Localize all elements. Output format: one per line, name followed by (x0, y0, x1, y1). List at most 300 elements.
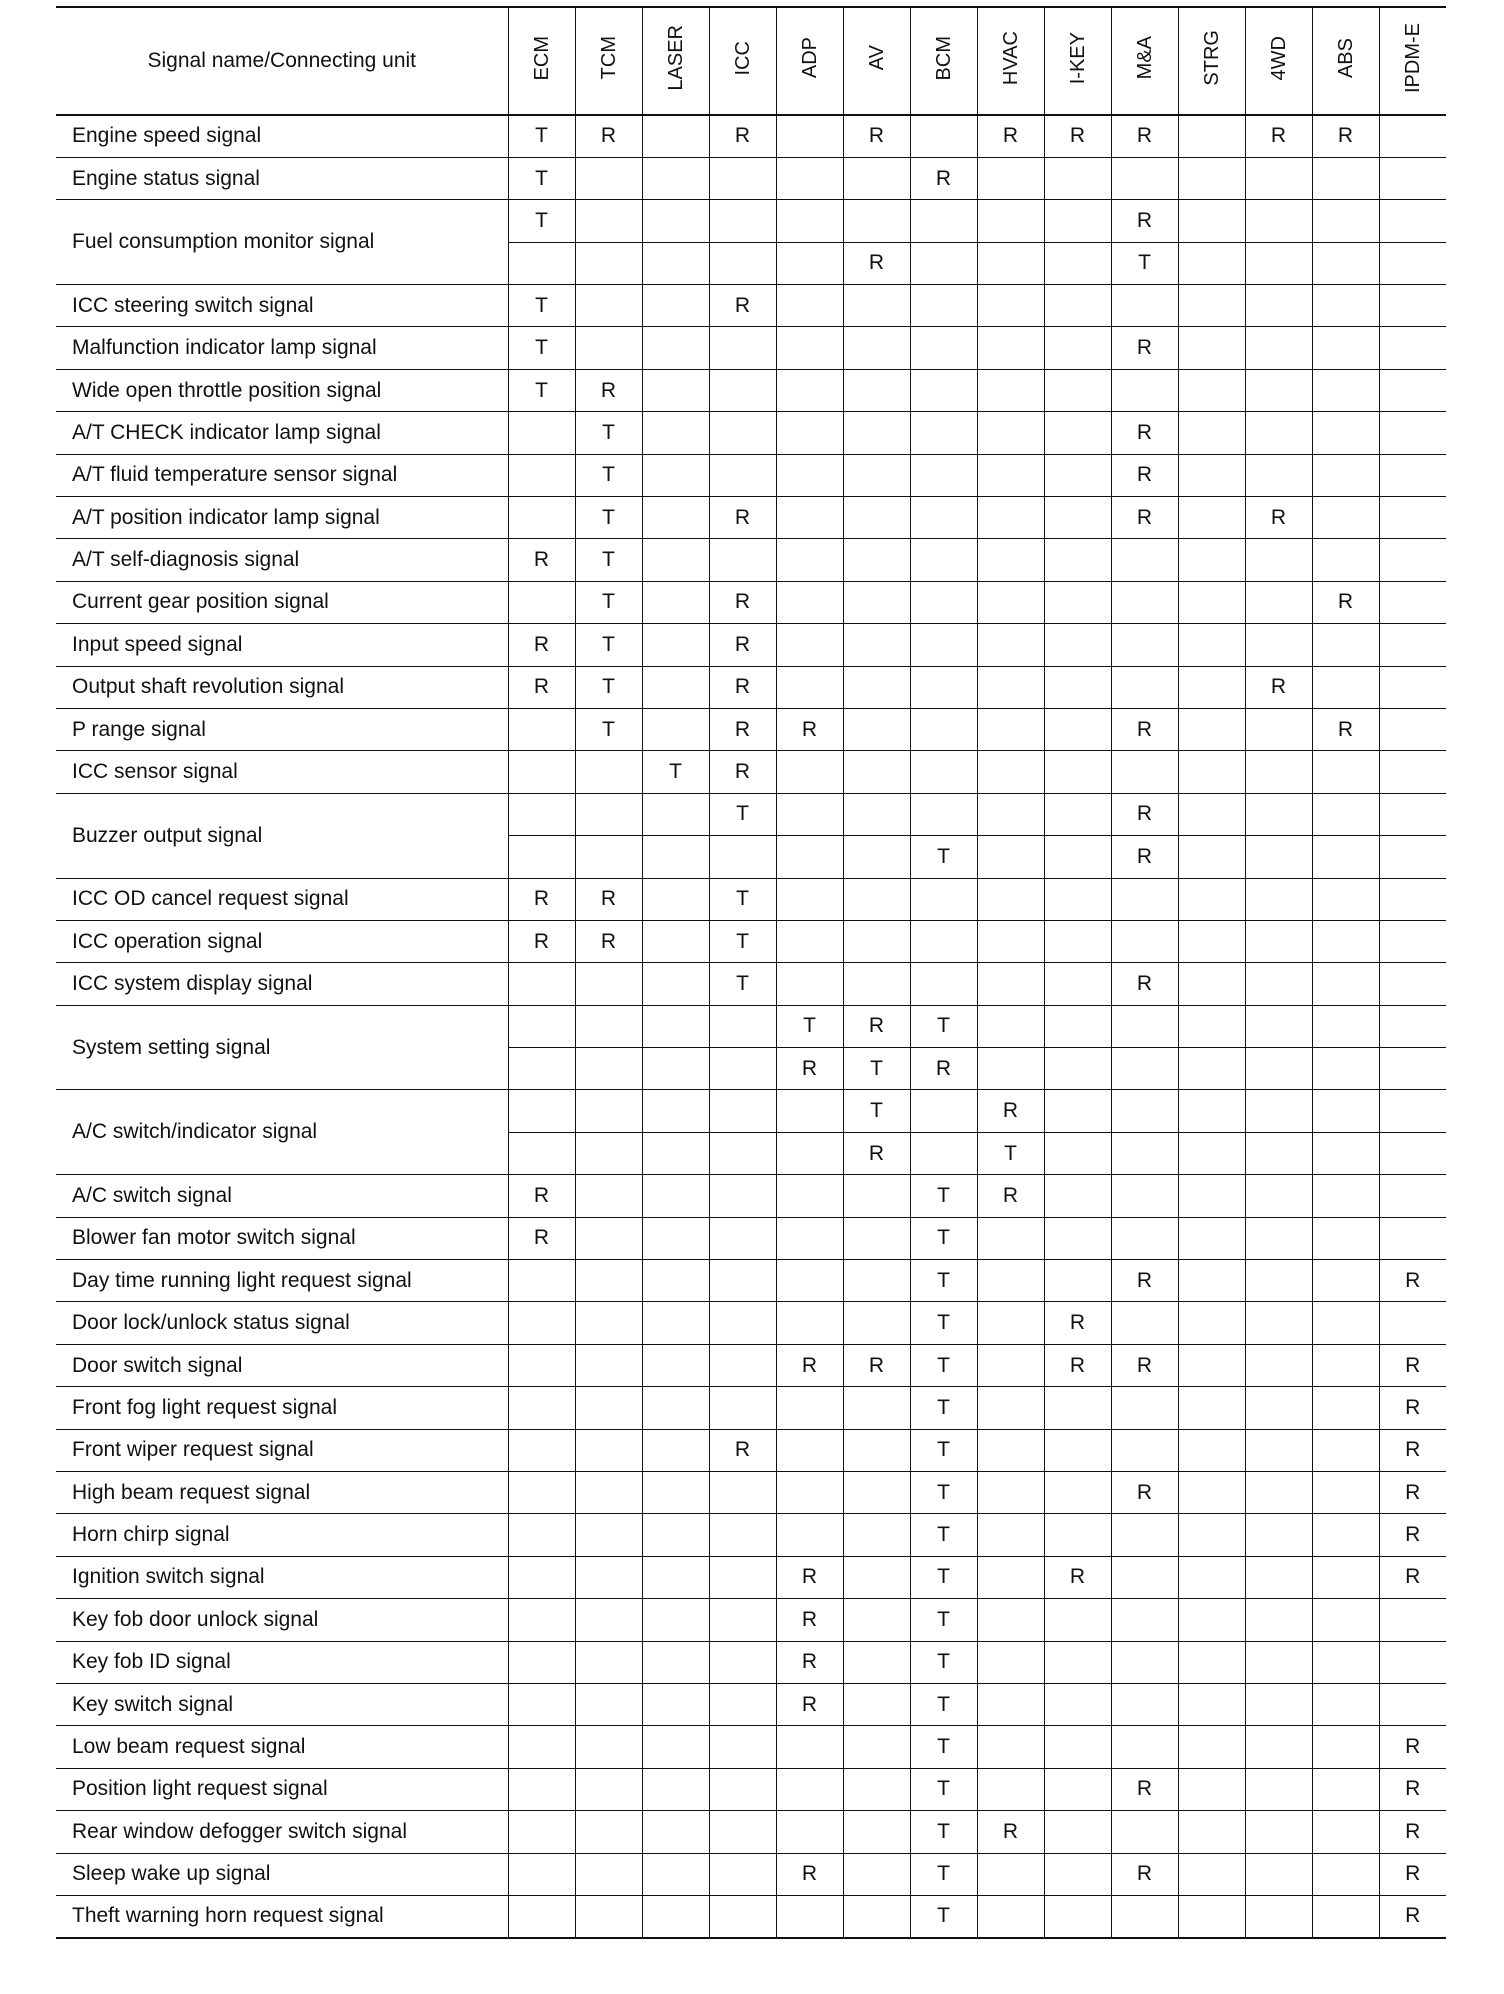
signal-cell (709, 454, 776, 496)
signal-cell (1178, 1090, 1245, 1132)
signal-cell (776, 369, 843, 411)
table-row (56, 1811, 1446, 1853)
signal-cell (776, 581, 843, 623)
signal-cell (1245, 878, 1312, 920)
signal-cell (642, 1514, 709, 1556)
table-row (56, 1599, 1446, 1641)
signal-cell: R (1379, 1472, 1446, 1514)
signal-cell (1245, 1683, 1312, 1725)
signal-cell (709, 1726, 776, 1768)
signal-cell (575, 1683, 642, 1725)
signal-cell (1379, 1217, 1446, 1259)
signal-cell (776, 327, 843, 369)
signal-cell (1245, 1175, 1312, 1217)
signal-cell (776, 1175, 843, 1217)
signal-cell (776, 1260, 843, 1302)
signal-cell (642, 920, 709, 962)
signal-cell (843, 666, 910, 708)
signal-cell (575, 793, 642, 835)
header-unit-laser (642, 7, 709, 115)
table-row (56, 1429, 1446, 1471)
signal-cell (1044, 878, 1111, 920)
signal-cell (1111, 581, 1178, 623)
signal-cell (910, 878, 977, 920)
signal-cell (642, 369, 709, 411)
signal-cell (1245, 242, 1312, 284)
signal-cell: R (1312, 708, 1379, 750)
signal-name: ICC operation signal (56, 920, 508, 962)
signal-cell: R (1044, 1302, 1111, 1344)
signal-cell (1044, 1683, 1111, 1725)
signal-name: Current gear position signal (56, 581, 508, 623)
signal-cell (642, 1302, 709, 1344)
signal-cell (843, 285, 910, 327)
signal-cell (1312, 1853, 1379, 1895)
signal-cell (508, 1683, 575, 1725)
signal-cell (709, 1641, 776, 1683)
signal-name: Door lock/unlock status signal (56, 1302, 508, 1344)
signal-cell (642, 1429, 709, 1471)
table-row (56, 708, 1446, 750)
table-row (56, 412, 1446, 454)
signal-cell (1111, 1005, 1178, 1047)
signal-cell (910, 115, 977, 157)
signal-cell (1245, 1853, 1312, 1895)
signal-cell (642, 1726, 709, 1768)
signal-cell (843, 1853, 910, 1895)
signal-cell (642, 878, 709, 920)
signal-cell (642, 1260, 709, 1302)
signal-cell (977, 666, 1044, 708)
signal-cell: T (575, 497, 642, 539)
signal-cell (1245, 1005, 1312, 1047)
signal-cell (1312, 1005, 1379, 1047)
signal-cell (1111, 1641, 1178, 1683)
signal-cell (1044, 200, 1111, 242)
signal-cell (709, 369, 776, 411)
signal-cell (575, 963, 642, 1005)
signal-cell (1178, 327, 1245, 369)
signal-cell (1044, 327, 1111, 369)
signal-cell (1111, 1811, 1178, 1853)
signal-name: P range signal (56, 708, 508, 750)
signal-cell (1111, 1217, 1178, 1259)
signal-cell: R (776, 708, 843, 750)
signal-cell: R (843, 1005, 910, 1047)
signal-cell (709, 1302, 776, 1344)
signal-cell (1245, 581, 1312, 623)
signal-cell: T (508, 369, 575, 411)
signal-name: Front fog light request signal (56, 1387, 508, 1429)
table-row (56, 497, 1446, 539)
signal-cell (642, 454, 709, 496)
signal-cell: T (508, 327, 575, 369)
signal-cell (1245, 1387, 1312, 1429)
signal-cell (575, 1429, 642, 1471)
signal-cell (977, 327, 1044, 369)
signal-cell (575, 1344, 642, 1386)
signal-cell (843, 539, 910, 581)
signal-cell: R (1111, 708, 1178, 750)
signal-cell (575, 200, 642, 242)
signal-cell (1312, 412, 1379, 454)
signal-name: Output shaft revolution signal (56, 666, 508, 708)
signal-cell (1312, 1599, 1379, 1641)
table-row (56, 920, 1446, 962)
signal-cell (642, 157, 709, 199)
signal-cell (776, 454, 843, 496)
signal-cell (843, 751, 910, 793)
signal-cell (642, 1344, 709, 1386)
signal-cell: R (776, 1683, 843, 1725)
signal-cell (1178, 115, 1245, 157)
signal-cell (1312, 920, 1379, 962)
signal-cell (1044, 369, 1111, 411)
signal-cell: R (709, 708, 776, 750)
signal-cell (776, 1472, 843, 1514)
table-row (56, 1514, 1446, 1556)
signal-cell (709, 200, 776, 242)
table-row (56, 454, 1446, 496)
signal-cell (1245, 751, 1312, 793)
signal-cell (910, 666, 977, 708)
signal-cell: R (508, 1175, 575, 1217)
signal-cell (1044, 412, 1111, 454)
signal-cell (709, 1387, 776, 1429)
table-row (56, 200, 1446, 242)
signal-cell (910, 285, 977, 327)
signal-cell: T (575, 539, 642, 581)
signal-cell (1111, 1429, 1178, 1471)
signal-cell (709, 327, 776, 369)
signal-cell (508, 242, 575, 284)
signal-cell (642, 1005, 709, 1047)
table-row (56, 1768, 1446, 1810)
signal-cell (1312, 1641, 1379, 1683)
signal-cell: R (1111, 327, 1178, 369)
signal-cell: T (575, 666, 642, 708)
signal-cell (709, 1599, 776, 1641)
signal-cell (508, 1895, 575, 1937)
signal-cell: R (1111, 836, 1178, 878)
signal-cell (843, 497, 910, 539)
signal-cell (1379, 412, 1446, 454)
signal-cell (1178, 285, 1245, 327)
signal-cell (1312, 1514, 1379, 1556)
signal-cell (508, 1260, 575, 1302)
signal-cell (1379, 1175, 1446, 1217)
signal-cell (1379, 1683, 1446, 1725)
signal-cell (776, 497, 843, 539)
signal-cell (575, 1302, 642, 1344)
signal-cell: R (575, 878, 642, 920)
signal-cell (1312, 1302, 1379, 1344)
signal-cell (709, 242, 776, 284)
signal-cell (1044, 1132, 1111, 1174)
signal-name: Door switch signal (56, 1344, 508, 1386)
signal-cell (977, 285, 1044, 327)
signal-cell: T (508, 157, 575, 199)
signal-cell (776, 1811, 843, 1853)
signal-cell (1178, 1302, 1245, 1344)
signal-cell (1379, 242, 1446, 284)
signal-name: A/C switch signal (56, 1175, 508, 1217)
signal-name: Rear window defogger switch signal (56, 1811, 508, 1853)
signal-cell: R (575, 115, 642, 157)
signal-cell (1178, 793, 1245, 835)
signal-cell (1044, 1599, 1111, 1641)
signal-cell: R (1111, 1853, 1178, 1895)
signal-cell (977, 1005, 1044, 1047)
signal-cell (1245, 708, 1312, 750)
unit-label: AV (865, 45, 888, 71)
signal-cell: T (575, 454, 642, 496)
signal-cell: R (1245, 497, 1312, 539)
signal-cell (1245, 1472, 1312, 1514)
header-unit-adp (776, 7, 843, 115)
signal-name: Blower fan motor switch signal (56, 1217, 508, 1259)
signal-cell (1312, 1090, 1379, 1132)
signal-cell (709, 1853, 776, 1895)
signal-cell (1312, 1429, 1379, 1471)
signal-cell (1245, 1344, 1312, 1386)
signal-cell (843, 1217, 910, 1259)
signal-cell (1178, 963, 1245, 1005)
signal-cell (843, 1641, 910, 1683)
table-row (56, 1472, 1446, 1514)
signal-cell (1111, 1387, 1178, 1429)
signal-cell (1111, 1175, 1178, 1217)
signal-cell (1245, 1090, 1312, 1132)
signal-cell (843, 1472, 910, 1514)
signal-cell (1178, 1683, 1245, 1725)
signal-cell (910, 751, 977, 793)
signal-cell (1312, 751, 1379, 793)
signal-cell (977, 920, 1044, 962)
signal-cell (1312, 454, 1379, 496)
signal-cell (843, 1768, 910, 1810)
signal-cell: R (977, 1090, 1044, 1132)
signal-cell (642, 1175, 709, 1217)
signal-cell: T (910, 1429, 977, 1471)
signal-cell: R (1111, 412, 1178, 454)
signal-cell (508, 793, 575, 835)
signal-cell (1178, 666, 1245, 708)
signal-cell (843, 1811, 910, 1853)
signal-cell (910, 369, 977, 411)
signal-cell (1178, 200, 1245, 242)
signal-cell (709, 1683, 776, 1725)
signal-name: Front wiper request signal (56, 1429, 508, 1471)
signal-cell: R (1044, 1556, 1111, 1598)
signal-cell (1111, 539, 1178, 581)
signal-cell (977, 1641, 1044, 1683)
signal-name: Ignition switch signal (56, 1556, 508, 1598)
signal-cell: T (910, 1260, 977, 1302)
signal-cell (575, 1260, 642, 1302)
signal-cell (709, 1811, 776, 1853)
table-row (56, 751, 1446, 793)
signal-cell (1178, 1768, 1245, 1810)
signal-cell (709, 1048, 776, 1090)
signal-cell (508, 1768, 575, 1810)
signal-cell (508, 708, 575, 750)
signal-cell (709, 1344, 776, 1386)
signal-cell (508, 1387, 575, 1429)
signal-cell (1245, 1429, 1312, 1471)
unit-label: HVAC (999, 30, 1022, 86)
signal-cell: R (1111, 200, 1178, 242)
signal-cell (508, 751, 575, 793)
signal-name: Theft warning horn request signal (56, 1895, 508, 1937)
signal-cell (642, 1895, 709, 1937)
signal-cell (1379, 454, 1446, 496)
signal-cell (1044, 1005, 1111, 1047)
signal-cell (508, 1556, 575, 1598)
signal-cell (575, 157, 642, 199)
signal-cell (1312, 285, 1379, 327)
signal-cell (1044, 1641, 1111, 1683)
signal-cell: T (910, 1217, 977, 1259)
signal-cell (1245, 539, 1312, 581)
signal-cell (843, 836, 910, 878)
signal-cell (575, 1853, 642, 1895)
signal-cell (1044, 751, 1111, 793)
signal-cell: T (910, 1895, 977, 1937)
signal-cell (977, 1048, 1044, 1090)
signal-cell (977, 1726, 1044, 1768)
signal-cell: T (709, 878, 776, 920)
signal-name: System setting signal (56, 1005, 508, 1090)
signal-cell (1379, 539, 1446, 581)
signal-cell (1312, 242, 1379, 284)
signal-cell (508, 581, 575, 623)
unit-label: M&A (1133, 36, 1156, 80)
signal-cell (843, 1726, 910, 1768)
signal-name: Engine status signal (56, 157, 508, 199)
unit-label: LASER (664, 25, 687, 91)
signal-cell (508, 1302, 575, 1344)
signal-cell (1044, 1768, 1111, 1810)
signal-cell (910, 497, 977, 539)
signal-cell (508, 1726, 575, 1768)
signal-cell (709, 539, 776, 581)
signal-cell: R (1379, 1853, 1446, 1895)
header-unit-4wd (1245, 7, 1312, 115)
signal-cell (776, 751, 843, 793)
signal-cell: R (1111, 793, 1178, 835)
signal-cell (776, 920, 843, 962)
signal-cell (1044, 497, 1111, 539)
signal-cell (910, 920, 977, 962)
signal-cell (1178, 242, 1245, 284)
signal-cell: T (709, 920, 776, 962)
signal-cell (776, 666, 843, 708)
signal-cell (910, 200, 977, 242)
table-row (56, 1090, 1446, 1132)
table-row (56, 1853, 1446, 1895)
signal-cell (575, 1514, 642, 1556)
unit-label: ABS (1334, 37, 1357, 79)
signal-cell (1178, 1726, 1245, 1768)
signal-cell (642, 581, 709, 623)
signal-cell (1044, 454, 1111, 496)
table-row (56, 1556, 1446, 1598)
signal-cell (843, 793, 910, 835)
unit-label: ADP (798, 37, 821, 79)
table-row (56, 1302, 1446, 1344)
signal-cell (642, 412, 709, 454)
table-row (56, 539, 1446, 581)
signal-cell (776, 200, 843, 242)
signal-cell (843, 1260, 910, 1302)
signal-cell: R (709, 751, 776, 793)
signal-cell (1312, 1344, 1379, 1386)
signal-cell: R (776, 1599, 843, 1641)
signal-cell (1245, 1811, 1312, 1853)
signal-cell (575, 751, 642, 793)
signal-cell (977, 624, 1044, 666)
signal-cell (1379, 1005, 1446, 1047)
signal-cell: T (642, 751, 709, 793)
signal-cell: R (709, 497, 776, 539)
signal-cell (1178, 1132, 1245, 1174)
signal-cell (508, 836, 575, 878)
unit-label: TCM (597, 36, 620, 80)
signal-cell: T (910, 1302, 977, 1344)
signal-cell: R (1044, 1344, 1111, 1386)
signal-cell (1245, 369, 1312, 411)
signal-cell (910, 454, 977, 496)
signal-cell (1312, 1683, 1379, 1725)
signal-cell (776, 878, 843, 920)
signal-cell: R (776, 1556, 843, 1598)
signal-cell (977, 793, 1044, 835)
signal-cell: R (575, 920, 642, 962)
signal-cell (642, 1683, 709, 1725)
signal-cell: T (910, 836, 977, 878)
signal-cell (1379, 581, 1446, 623)
signal-cell (575, 1048, 642, 1090)
signal-cell (1044, 1217, 1111, 1259)
signal-cell: R (709, 666, 776, 708)
signal-cell: R (709, 1429, 776, 1471)
signal-cell (977, 539, 1044, 581)
signal-cell (910, 327, 977, 369)
signal-cell (642, 624, 709, 666)
signal-cell (575, 1768, 642, 1810)
signal-cell (1178, 920, 1245, 962)
signal-cell (709, 1768, 776, 1810)
signal-cell: T (910, 1641, 977, 1683)
signal-cell (1178, 1260, 1245, 1302)
signal-cell (709, 1132, 776, 1174)
signal-cell (843, 157, 910, 199)
signal-cell (642, 1768, 709, 1810)
signal-cell (1379, 878, 1446, 920)
signal-cell (776, 793, 843, 835)
signal-cell (1245, 963, 1312, 1005)
signal-cell: R (843, 1132, 910, 1174)
signal-cell (1178, 1895, 1245, 1937)
signal-cell (1312, 624, 1379, 666)
signal-cell (508, 412, 575, 454)
signal-cell: R (776, 1048, 843, 1090)
signal-cell (977, 963, 1044, 1005)
signal-cell (1044, 666, 1111, 708)
table-row (56, 115, 1446, 157)
signal-cell (1178, 157, 1245, 199)
